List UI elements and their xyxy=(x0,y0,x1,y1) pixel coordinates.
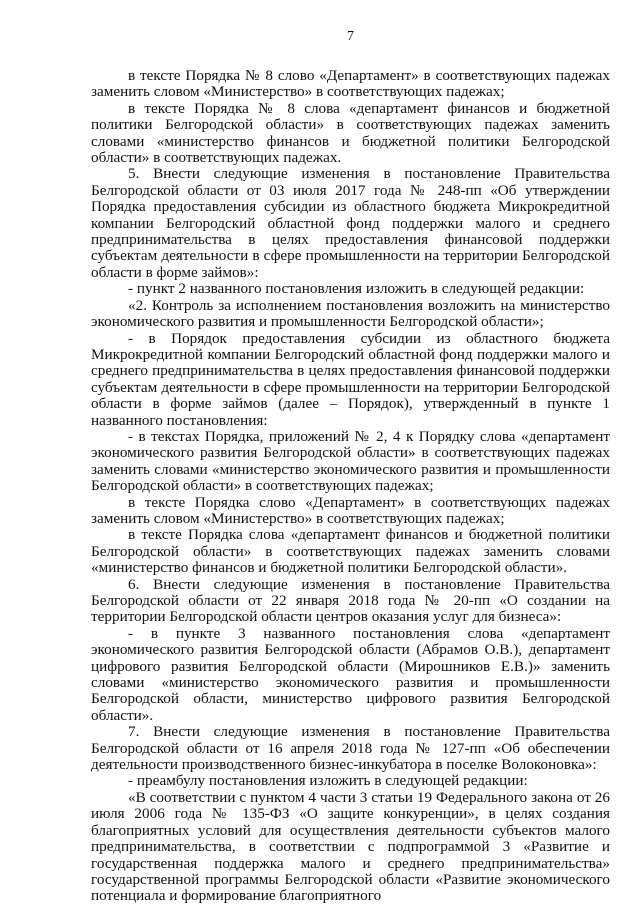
paragraph: «В соответствии с пунктом 4 части 3 статьи 19 Федерального закона от 26 июля 2006 года № 135-ФЗ «О защите конкуренции», в целях создания благоприятных условий для осуществления деятельности субъектов малого предпринимательства, в соответствии с подпрограммой 3 «Развитие и государственная поддержка малого и среднего предпринимательства» государственной программы Белгородской области «Развитие экономического потенциала и формирование благоприятного xyxy=(91,788,610,905)
page-number: 7 xyxy=(347,29,354,44)
document-body xyxy=(91,68,610,905)
paragraph: 6. Внести следующие изменения в постановление Правительства Белгородской области от 22 января 2018 года № 20-пп «О создании на территории Белгородской области центров оказания услуг для бизнеса»: xyxy=(91,575,610,626)
paragraph: - преамбулу постановления изложить в следующей редакции: xyxy=(128,772,528,790)
paragraph: в тексте Порядка слово «Департамент» в соответствующих падежах заменить словом «Министерство» в соответствующих падежах; xyxy=(91,493,610,527)
paragraph: - в пункте 3 названного постановления слова «департамент экономического развития Белгородской области (Абрамов О.В.), департамент цифрового развития Белгородской области (Мирошников Е.В.)» заменить словами «министерство экономического развития и промышленности Белгородской области, министерство цифрового развития Белгородской области». xyxy=(91,624,610,724)
paragraph: в тексте Порядка № 8 слова «департамент финансов и бюджетной политики Белгородской области» в соответствующих падежах заменить словами «министерство финансов и бюджетной политики Белгородской области» в соответствующих падежах. xyxy=(91,99,610,167)
paragraph: 5. Внести следующие изменения в постановление Правительства Белгородской области от 03 июля 2017 года № 248-пп «Об утверждении Порядка предоставления субсидии из областного бюджета Микрокредитной компании Белгородский областной фонд поддержки малого и среднего предпринимательства в целях предоставления финансовой поддержки субъектам деятельности в сфере промышленности на территории Белгородской области в форме займов»: xyxy=(91,165,610,281)
paragraph: - в текстах Порядка, приложений № 2, 4 к Порядку слова «департамент экономического развития Белгородской области» в соответствующих падежах заменить словами «министерство экономического развития и промышленности Белгородской области» в соответствующих падежах; xyxy=(91,427,610,495)
paragraph: в тексте Порядка № 8 слово «Департамент» в соответствующих падежах заменить словом «Министерство» в соответствующих падежах; xyxy=(91,67,610,101)
paragraph: - в Порядок предоставления субсидии из областного бюджета Микрокредитной компании Белгородский областной фонд поддержки малого и среднего предпринимательства в целях предоставления финансовой поддержки субъектам деятельности в сфере промышленности на территории Белгородской области в форме займов (далее – Порядок), утвержденный в пункте 1 названного постановления: xyxy=(91,329,610,429)
paragraph: в тексте Порядка слова «департамент финансов и бюджетной политики Белгородской области» в соответствующих падежах заменить словами «министерство финансов и бюджетной политики Белгородской области». xyxy=(91,526,610,577)
paragraph: «2. Контроль за исполнением постановления возложить на министерство экономического развития и промышленности Белгородской области»; xyxy=(91,296,610,331)
paragraph: 7. Внести следующие изменения в постановление Правительства Белгородской области от 16 апреля 2018 года № 127-пп «Об обеспечении деятельности производственного бизнес-инкубатора в поселке Волоконовка»: xyxy=(91,723,610,774)
paragraph: - пункт 2 названного постановления изложить в следующей редакции: xyxy=(128,280,585,298)
